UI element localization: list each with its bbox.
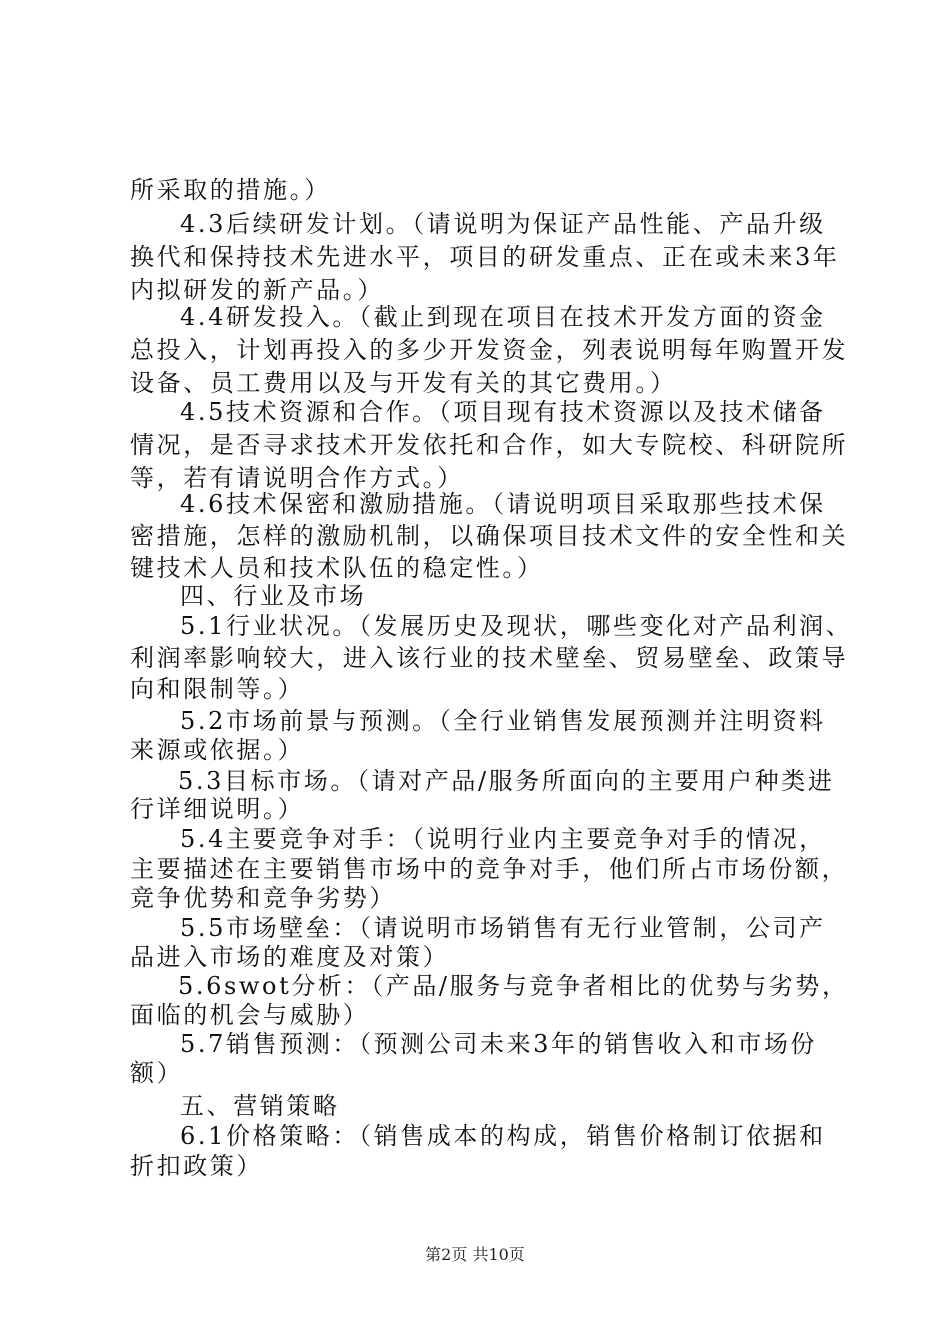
text-line: 4.5技术资源和合作。（项目现有技术资源以及技术储备	[180, 398, 826, 426]
text-line: 键技术人员和技术队伍的稳定性。）	[130, 554, 544, 582]
text-line: 5.7销售预测：（预测公司未来3年的销售收入和市场份	[180, 1030, 818, 1058]
text-line: 额）	[130, 1059, 184, 1087]
text-line: 竞争优势和竞争劣势）	[130, 884, 396, 912]
section-heading: 四、行业及市场	[180, 582, 367, 610]
text-line: 面临的机会与威胁）	[130, 1001, 370, 1029]
text-line: 品进入市场的难度及对策）	[130, 943, 450, 971]
text-line: 6.1价格策略：（销售成本的构成，销售价格制订依据和	[180, 1122, 826, 1150]
text-line: 所采取的措施。）	[130, 176, 331, 204]
section-heading: 五、营销策略	[180, 1092, 340, 1120]
text-line: 5.6swot分析：（产品/服务与竞争者相比的优势与劣势，	[178, 972, 849, 1000]
text-line: 主要描述在主要销售市场中的竞争对手，他们所占市场份额，	[130, 855, 849, 883]
page-footer: 第2页 共10页	[425, 1245, 525, 1264]
text-line: 总投入，计划再投入的多少开发资金，列表说明每年购置开发	[130, 336, 849, 364]
text-line: 设备、员工费用以及与开发有关的其它费用。）	[130, 369, 677, 397]
text-line: 利润率影响较大，进入该行业的技术壁垒、贸易壁垒、政策导	[130, 644, 849, 672]
text-line: 情况，是否寻求技术开发依托和合作，如大专院校、科研院所	[130, 431, 849, 459]
text-line: 5.1行业状况。（发展历史及现状，哪些变化对产品利润、	[180, 612, 853, 640]
text-line: 5.4主要竞争对手：（说明行业内主要竞争对手的情况，	[180, 825, 826, 853]
text-line: 5.3目标市场。（请对产品/服务所面向的主要用户种类进	[178, 767, 835, 795]
text-line: 4.6技术保密和激励措施。（请说明项目采取那些技术保	[180, 490, 826, 518]
text-line: 来源或依据。）	[130, 736, 305, 764]
text-line: 4.3后续研发计划。（请说明为保证产品性能、产品升级	[180, 210, 826, 238]
text-line: 行详细说明。）	[130, 795, 305, 823]
text-line: 5.5市场壁垒：（请说明市场销售有无行业管制，公司产	[180, 914, 826, 942]
text-line: 内拟研发的新产品。）	[130, 276, 384, 304]
text-line: 折扣政策）	[130, 1152, 263, 1180]
text-line: 4.4研发投入。（截止到现在项目在技术开发方面的资金	[180, 303, 826, 331]
text-line: 换代和保持技术先进水平，项目的研发重点、正在或未来3年	[130, 243, 840, 271]
text-line: 密措施，怎样的激励机制，以确保项目技术文件的安全性和关	[130, 522, 849, 550]
text-line: 5.2市场前景与预测。（全行业销售发展预测并注明资料	[180, 707, 826, 735]
text-line: 向和限制等。）	[130, 675, 305, 703]
text-line: 等，若有请说明合作方式。）	[130, 464, 464, 492]
